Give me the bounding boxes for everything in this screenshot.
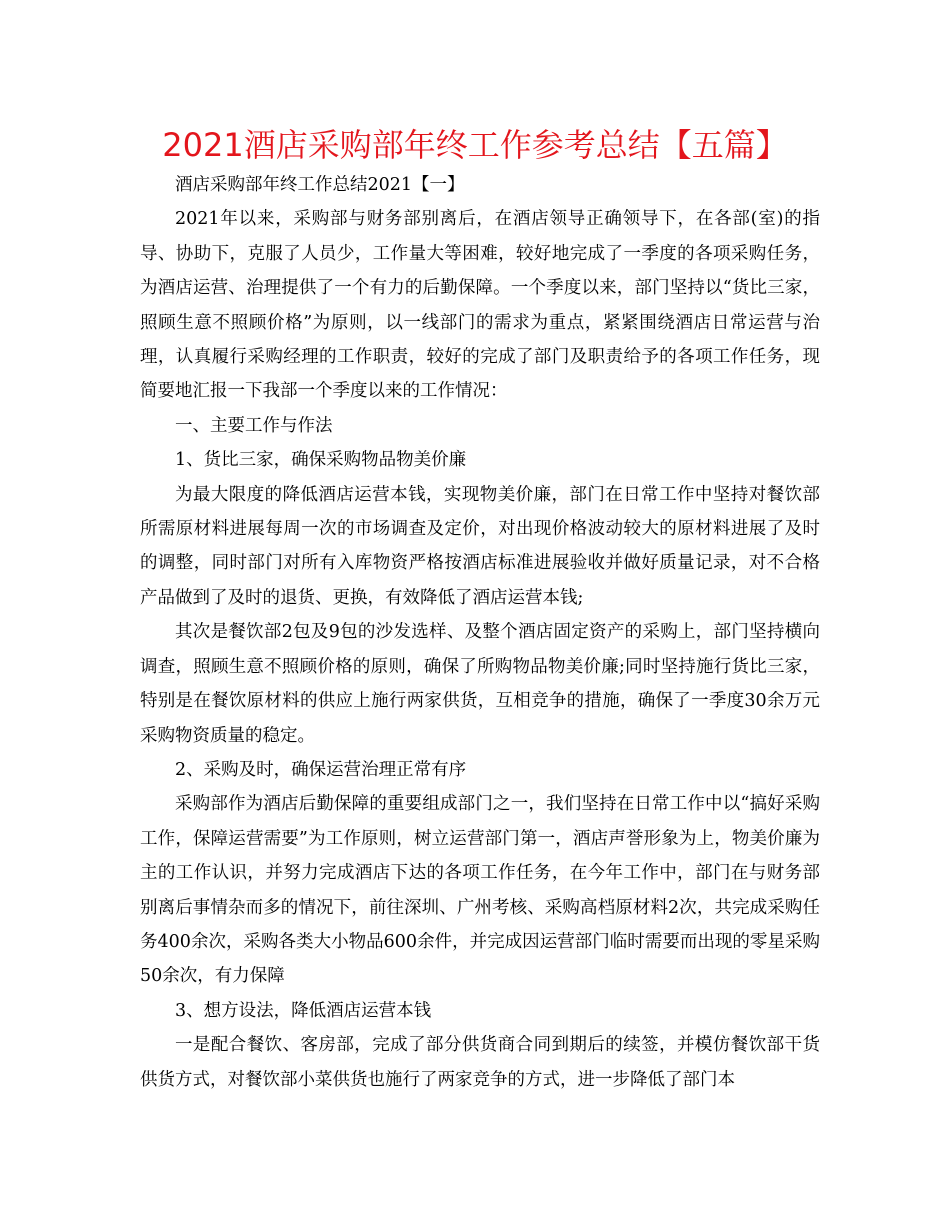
paragraph: 为最大限度的降低酒店运营本钱，实现物美价廉，部门在日常工作中坚持对餐饮部所需原材料进展每周一次的市场调查及定价，对出现价格波动较大的原材料进展了及时的调整，同时部门对所有入库物资严格按酒店标准进展验收并做好质量记录，对不合格产品做到了及时的退货、更换，有效降低了酒店运营本钱; [140, 484, 820, 608]
subheading: 1、货比三家，确保采购物品物美价廉 [175, 450, 467, 471]
paragraph: 采购部作为酒店后勤保障的重要组成部门之一，我们坚持在日常工作中以“搞好采购工作，保障运营需要”为工作原则，树立运营部门第一，酒店声誉形象为上，物美价廉为主的工作认识，并努力完成酒店下达的各项工作任务，在今年工作中，部门在与财务部别离后事情杂而多的情况下，前往深圳、广州考核、采购高档原材料2次，共完成采购任务400余次，采购各类大小物品600余件，并完成因运营部门临时需要而出现的零星采购50余次，有力保障 [140, 794, 820, 987]
subheading: 3、想方设法，降低酒店运营本钱 [175, 1000, 432, 1021]
paragraph: 一是配合餐饮、客房部，完成了部分供货商合同到期后的续签，并模仿餐饮部干货供货方式，对餐饮部小菜供货也施行了两家竞争的方式，进一步降低了部门本 [140, 1035, 820, 1090]
paragraph: 2021年以来，采购部与财务部别离后，在酒店领导正确领导下，在各部(室)的指导、协助下，克服了人员少，工作量大等困难，较好地完成了一季度的各项采购任务，为酒店运营、治理提供了一个有力的后勤保障。一个季度以来，部门坚持以“货比三家，照顾生意不照顾价格”为原则，以一线部门的需求为重点，紧紧围绕酒店日常运营与治理，认真履行采购经理的工作职责，较好的完成了部门及职责给予的各项工作任务，现简要地汇报一下我部一个季度以来的工作情况： [140, 209, 820, 402]
document-title: 2021酒店采购部年终工作参考总结【五篇】 [162, 126, 788, 164]
subheading: 2、采购及时，确保运营治理正常有序 [175, 759, 467, 780]
paragraph: 其次是餐饮部2包及9包的沙发选样、及整个酒店固定资产的采购上，部门坚持横向调查，照顾生意不照顾价格的原则，确保了所购物品物美价廉;同时坚持施行货比三家，特别是在餐饮原材料的供应上施行两家供货，互相竞争的措施，确保了一季度30余万元采购物资质量的稳定。 [140, 622, 820, 746]
document-body [140, 168, 820, 1097]
section-heading: 酒店采购部年终工作总结2021【一】 [175, 175, 465, 195]
subheading: 一、主要工作与作法 [175, 415, 333, 436]
